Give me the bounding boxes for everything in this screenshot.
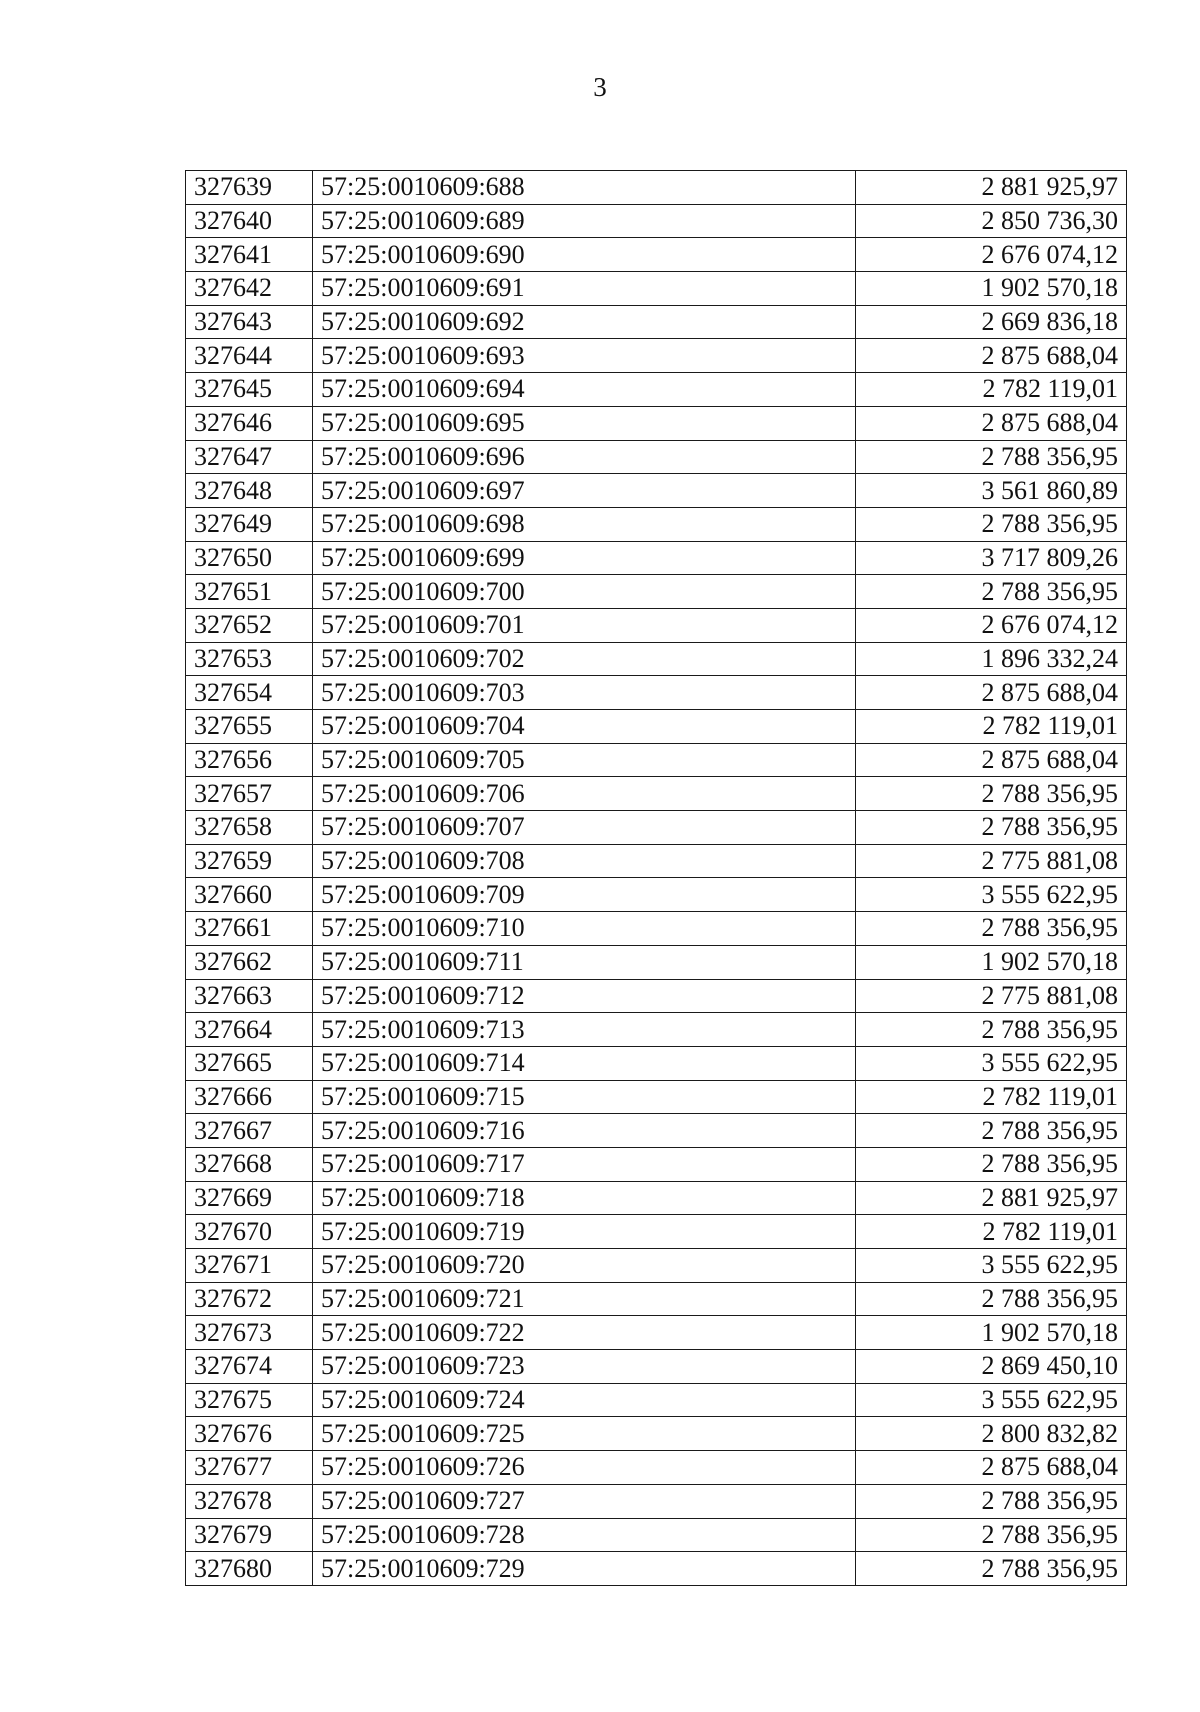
cadastral-value: 2 875 688,04	[856, 339, 1127, 373]
cadastral-number: 57:25:0010609:709	[313, 878, 856, 912]
cadastral-number: 57:25:0010609:691	[313, 272, 856, 306]
record-number: 327667	[186, 1114, 313, 1148]
cadastral-number: 57:25:0010609:721	[313, 1282, 856, 1316]
cadastral-value-table	[185, 170, 1127, 1586]
cadastral-value: 2 875 688,04	[856, 743, 1127, 777]
record-number: 327662	[186, 945, 313, 979]
cadastral-number: 57:25:0010609:712	[313, 979, 856, 1013]
record-number: 327671	[186, 1249, 313, 1283]
table-row	[186, 1282, 1127, 1316]
record-number: 327674	[186, 1350, 313, 1384]
cadastral-number: 57:25:0010609:718	[313, 1181, 856, 1215]
table-row	[186, 1114, 1127, 1148]
cadastral-value: 2 775 881,08	[856, 844, 1127, 878]
record-number: 327663	[186, 979, 313, 1013]
cadastral-value: 2 788 356,95	[856, 507, 1127, 541]
table-row	[186, 1080, 1127, 1114]
table-row	[186, 1552, 1127, 1586]
cadastral-value: 2 676 074,12	[856, 608, 1127, 642]
table-row	[186, 912, 1127, 946]
table-row	[186, 507, 1127, 541]
cadastral-value: 3 717 809,26	[856, 541, 1127, 575]
record-number: 327661	[186, 912, 313, 946]
table-row	[186, 1046, 1127, 1080]
record-number: 327644	[186, 339, 313, 373]
cadastral-value: 3 555 622,95	[856, 1383, 1127, 1417]
record-number: 327675	[186, 1383, 313, 1417]
cadastral-number: 57:25:0010609:695	[313, 406, 856, 440]
cadastral-value: 2 869 450,10	[856, 1350, 1127, 1384]
cadastral-number: 57:25:0010609:726	[313, 1451, 856, 1485]
cadastral-value: 1 902 570,18	[856, 945, 1127, 979]
table-row	[186, 1451, 1127, 1485]
cadastral-number: 57:25:0010609:701	[313, 608, 856, 642]
cadastral-number: 57:25:0010609:702	[313, 642, 856, 676]
cadastral-number: 57:25:0010609:711	[313, 945, 856, 979]
table-row	[186, 979, 1127, 1013]
cadastral-value: 2 788 356,95	[856, 1282, 1127, 1316]
record-number: 327665	[186, 1046, 313, 1080]
table-row	[186, 406, 1127, 440]
cadastral-number: 57:25:0010609:704	[313, 710, 856, 744]
table-row	[186, 1518, 1127, 1552]
record-number: 327654	[186, 676, 313, 710]
record-number: 327677	[186, 1451, 313, 1485]
record-number: 327672	[186, 1282, 313, 1316]
cadastral-number: 57:25:0010609:705	[313, 743, 856, 777]
record-number: 327657	[186, 777, 313, 811]
table-row	[186, 743, 1127, 777]
table-row	[186, 171, 1127, 205]
cadastral-value: 2 782 119,01	[856, 1080, 1127, 1114]
cadastral-value: 2 775 881,08	[856, 979, 1127, 1013]
record-number: 327669	[186, 1181, 313, 1215]
cadastral-value: 2 788 356,95	[856, 1518, 1127, 1552]
cadastral-value: 2 788 356,95	[856, 1114, 1127, 1148]
record-number: 327655	[186, 710, 313, 744]
record-number: 327641	[186, 238, 313, 272]
cadastral-number: 57:25:0010609:690	[313, 238, 856, 272]
cadastral-number: 57:25:0010609:728	[313, 1518, 856, 1552]
cadastral-value: 2 788 356,95	[856, 1147, 1127, 1181]
table-row	[186, 1383, 1127, 1417]
record-number: 327648	[186, 474, 313, 508]
record-number: 327666	[186, 1080, 313, 1114]
cadastral-value: 2 788 356,95	[856, 912, 1127, 946]
cadastral-value: 1 902 570,18	[856, 272, 1127, 306]
table-row	[186, 575, 1127, 609]
cadastral-value: 2 782 119,01	[856, 373, 1127, 407]
table-body	[186, 171, 1127, 1586]
cadastral-number: 57:25:0010609:710	[313, 912, 856, 946]
table-row	[186, 1215, 1127, 1249]
table-row	[186, 878, 1127, 912]
table-row	[186, 710, 1127, 744]
cadastral-number: 57:25:0010609:699	[313, 541, 856, 575]
record-number: 327660	[186, 878, 313, 912]
table-row	[186, 945, 1127, 979]
record-number: 327676	[186, 1417, 313, 1451]
table-row	[186, 440, 1127, 474]
record-number: 327673	[186, 1316, 313, 1350]
cadastral-number: 57:25:0010609:717	[313, 1147, 856, 1181]
table-row	[186, 1147, 1127, 1181]
cadastral-number: 57:25:0010609:694	[313, 373, 856, 407]
table-row	[186, 474, 1127, 508]
cadastral-value: 2 788 356,95	[856, 1484, 1127, 1518]
table-row	[186, 238, 1127, 272]
record-number: 327643	[186, 305, 313, 339]
table-row	[186, 339, 1127, 373]
record-number: 327642	[186, 272, 313, 306]
table-row	[186, 1350, 1127, 1384]
table-row	[186, 844, 1127, 878]
cadastral-number: 57:25:0010609:723	[313, 1350, 856, 1384]
cadastral-number: 57:25:0010609:729	[313, 1552, 856, 1586]
cadastral-value: 2 875 688,04	[856, 676, 1127, 710]
record-number: 327646	[186, 406, 313, 440]
cadastral-number: 57:25:0010609:698	[313, 507, 856, 541]
table-row	[186, 1316, 1127, 1350]
cadastral-number: 57:25:0010609:716	[313, 1114, 856, 1148]
cadastral-value: 2 788 356,95	[856, 1552, 1127, 1586]
cadastral-number: 57:25:0010609:689	[313, 204, 856, 238]
table-row	[186, 373, 1127, 407]
cadastral-number: 57:25:0010609:727	[313, 1484, 856, 1518]
record-number: 327668	[186, 1147, 313, 1181]
record-number: 327670	[186, 1215, 313, 1249]
record-number: 327651	[186, 575, 313, 609]
record-number: 327640	[186, 204, 313, 238]
table-row	[186, 1417, 1127, 1451]
record-number: 327649	[186, 507, 313, 541]
table-row	[186, 608, 1127, 642]
cadastral-value: 2 788 356,95	[856, 440, 1127, 474]
table-row	[186, 777, 1127, 811]
cadastral-number: 57:25:0010609:706	[313, 777, 856, 811]
table-row	[186, 541, 1127, 575]
cadastral-value: 1 902 570,18	[856, 1316, 1127, 1350]
cadastral-number: 57:25:0010609:692	[313, 305, 856, 339]
cadastral-number: 57:25:0010609:703	[313, 676, 856, 710]
cadastral-value: 2 800 832,82	[856, 1417, 1127, 1451]
record-number: 327656	[186, 743, 313, 777]
cadastral-value: 2 676 074,12	[856, 238, 1127, 272]
cadastral-value: 2 669 836,18	[856, 305, 1127, 339]
cadastral-value: 2 782 119,01	[856, 1215, 1127, 1249]
cadastral-value: 3 561 860,89	[856, 474, 1127, 508]
cadastral-value: 2 788 356,95	[856, 1013, 1127, 1047]
cadastral-number: 57:25:0010609:722	[313, 1316, 856, 1350]
cadastral-number: 57:25:0010609:700	[313, 575, 856, 609]
record-number: 327680	[186, 1552, 313, 1586]
cadastral-number: 57:25:0010609:725	[313, 1417, 856, 1451]
cadastral-number: 57:25:0010609:715	[313, 1080, 856, 1114]
table-row	[186, 1181, 1127, 1215]
cadastral-value: 2 875 688,04	[856, 1451, 1127, 1485]
record-number: 327653	[186, 642, 313, 676]
cadastral-value: 2 850 736,30	[856, 204, 1127, 238]
cadastral-value: 3 555 622,95	[856, 1046, 1127, 1080]
cadastral-value: 3 555 622,95	[856, 878, 1127, 912]
table-row	[186, 272, 1127, 306]
table-row	[186, 305, 1127, 339]
record-number: 327664	[186, 1013, 313, 1047]
cadastral-number: 57:25:0010609:714	[313, 1046, 856, 1080]
cadastral-number: 57:25:0010609:724	[313, 1383, 856, 1417]
record-number: 327650	[186, 541, 313, 575]
cadastral-number: 57:25:0010609:697	[313, 474, 856, 508]
table-row	[186, 1013, 1127, 1047]
record-number: 327639	[186, 171, 313, 205]
cadastral-number: 57:25:0010609:720	[313, 1249, 856, 1283]
cadastral-value: 2 788 356,95	[856, 575, 1127, 609]
record-number: 327678	[186, 1484, 313, 1518]
cadastral-number: 57:25:0010609:688	[313, 171, 856, 205]
cadastral-number: 57:25:0010609:713	[313, 1013, 856, 1047]
record-number: 327679	[186, 1518, 313, 1552]
cadastral-value: 2 788 356,95	[856, 777, 1127, 811]
record-number: 327647	[186, 440, 313, 474]
cadastral-number: 57:25:0010609:719	[313, 1215, 856, 1249]
cadastral-value: 2 782 119,01	[856, 710, 1127, 744]
table-row	[186, 811, 1127, 845]
record-number: 327645	[186, 373, 313, 407]
cadastral-value: 2 875 688,04	[856, 406, 1127, 440]
cadastral-value: 3 555 622,95	[856, 1249, 1127, 1283]
cadastral-number: 57:25:0010609:707	[313, 811, 856, 845]
record-number: 327658	[186, 811, 313, 845]
table-row	[186, 1249, 1127, 1283]
cadastral-value: 2 881 925,97	[856, 1181, 1127, 1215]
table-row	[186, 204, 1127, 238]
cadastral-value: 2 788 356,95	[856, 811, 1127, 845]
cadastral-number: 57:25:0010609:696	[313, 440, 856, 474]
record-number: 327659	[186, 844, 313, 878]
table-row	[186, 676, 1127, 710]
page-number: 3	[593, 72, 607, 102]
record-number: 327652	[186, 608, 313, 642]
cadastral-value: 1 896 332,24	[856, 642, 1127, 676]
cadastral-number: 57:25:0010609:708	[313, 844, 856, 878]
table-row	[186, 1484, 1127, 1518]
table-row	[186, 642, 1127, 676]
cadastral-value: 2 881 925,97	[856, 171, 1127, 205]
cadastral-number: 57:25:0010609:693	[313, 339, 856, 373]
